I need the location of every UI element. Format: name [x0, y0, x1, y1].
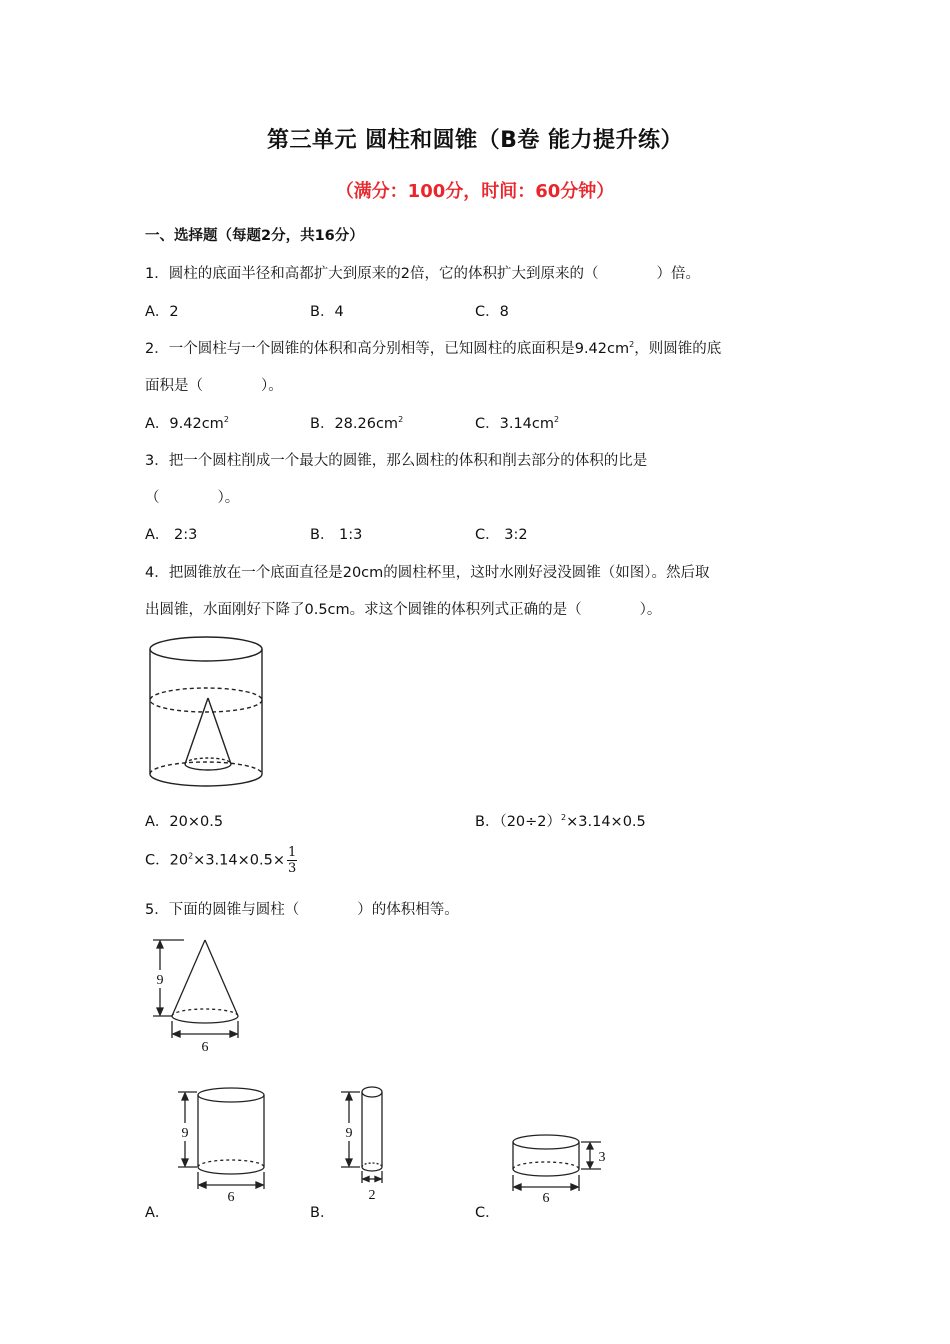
q2-option-b[interactable]: B．$28.26cm^2$ [310, 415, 404, 432]
exam-info: （满分：100分，时间：60分钟） [335, 181, 615, 202]
page-title: 第三单元 圆柱和圆锥（B卷 能力提升练） [266, 128, 684, 153]
cylinder-c-figure[interactable] [505, 1125, 615, 1205]
q3-option-b[interactable]: B． 1:3 [310, 527, 363, 543]
cylinder-with-cone-figure [145, 632, 270, 792]
q5-option-b[interactable]: B． [310, 1205, 335, 1221]
question-2-line-1: 2．一个圆柱与一个圆锥的体积和高分别相等，已知圆柱的底面积是$9.42cm^2$，则圆锥的底 [145, 340, 722, 357]
q2-option-a[interactable]: A．$9.42cm^2$ [145, 415, 229, 432]
q3-option-a[interactable]: A． 2:3 [145, 527, 198, 543]
q4-option-c[interactable]: C．$20^2\times 3.14\times 0.5\times$ $\frac{1}{3}$ [145, 845, 297, 876]
cylinder-a-figure[interactable] [175, 1083, 275, 1203]
q3-option-c[interactable]: C． 3:2 [475, 527, 528, 543]
q4-option-a[interactable]: A．20×0.5 [145, 814, 224, 830]
q1-option-b[interactable]: B．4 [310, 304, 344, 320]
question-4-line-1: 4．把圆锥放在一个底面直径是20cm的圆柱杯里，这时水刚好浸没圆锥（如图）。然后取 [145, 565, 710, 581]
cylinder-b-height-label: 9 [345, 1126, 353, 1141]
question-2-line-2: 面积是（ ）。 [145, 378, 283, 394]
cylinder-b-diameter-label: 2 [368, 1188, 376, 1203]
question-3-line-1: 3．把一个圆柱削成一个最大的圆锥，那么圆柱的体积和削去部分的体积的比是 [145, 453, 648, 469]
q1-option-c[interactable]: C．8 [475, 304, 509, 320]
q5-option-a[interactable]: A． [145, 1205, 170, 1221]
cone-figure [150, 935, 250, 1055]
one-third-fraction: $\frac{1}{3}$ [287, 845, 297, 876]
cone-height-label: 9 [156, 973, 164, 988]
cylinder-a-height-label: 9 [181, 1126, 189, 1141]
q1-option-a[interactable]: A．2 [145, 304, 179, 320]
cylinder-a-diameter-label: 6 [227, 1190, 235, 1205]
question-4-line-2: 出圆锥，水面刚好下降了0.5cm。求这个圆锥的体积列式正确的是（ ）。 [145, 602, 662, 618]
cylinder-c-height-label: 3 [598, 1150, 606, 1165]
cylinder-c-diameter-label: 6 [542, 1191, 550, 1206]
q5-option-c[interactable]: C． [475, 1205, 500, 1221]
q2-option-c[interactable]: C．$3.14cm^2$ [475, 415, 560, 432]
q4-option-b[interactable]: B．$(20\div 2)^2\times 3.14\times 0.5$ [475, 813, 646, 830]
question-1: 1．圆柱的底面半径和高都扩大到原来的2倍，它的体积扩大到原来的（ ）倍。 [145, 266, 700, 282]
cone-diameter-label: 6 [201, 1040, 209, 1055]
question-5: 5．下面的圆锥与圆柱（ ）的体积相等。 [145, 902, 459, 918]
question-3-line-2: （ ）。 [145, 490, 240, 506]
section-title: 一、选择题（每题2分，共16分） [145, 228, 364, 244]
cylinder-b-figure[interactable] [338, 1083, 398, 1203]
